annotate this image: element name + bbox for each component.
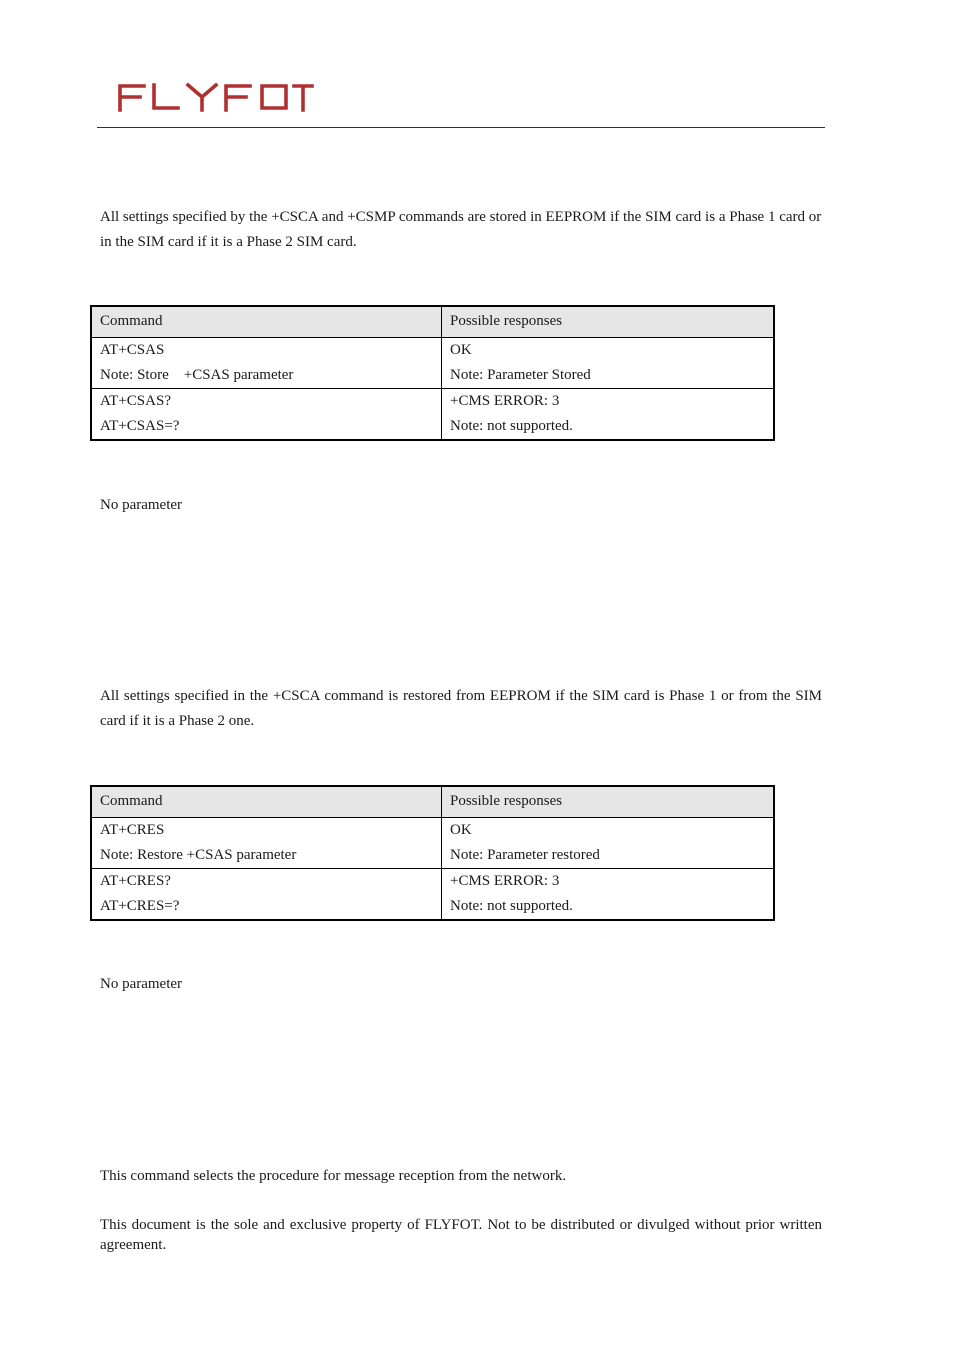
command-text: AT+CSAS?: [100, 393, 171, 409]
cnmi-description: This command selects the procedure for message reception from the network.: [100, 1168, 567, 1184]
command-note: Note: Store +CSAS parameter: [100, 367, 294, 383]
command-cell: [91, 818, 442, 869]
table-header-row: [91, 306, 774, 338]
flyfot-logo: [118, 82, 314, 112]
column-header-command: Command: [91, 306, 442, 338]
command-note: Note: Restore +CSAS parameter: [100, 847, 297, 863]
response-cell: [442, 389, 775, 441]
csas-command-table: [90, 305, 775, 441]
response-text: OK: [450, 342, 472, 358]
response-cell: [442, 818, 775, 869]
response-note: Note: Parameter Stored: [450, 367, 591, 383]
response-cell: [442, 338, 775, 389]
csas-description: All settings specified by the +CSCA and +CSMP commands are stored in EEPROM if the SIM card is a Phase 1 card or in the SIM card if it is a Phase 2 SIM card.: [100, 209, 822, 250]
command-text: AT+CSAS=?: [100, 418, 180, 434]
cres-parameters: No parameter: [100, 976, 183, 992]
cres-command-table: [90, 785, 775, 921]
command-cell: [91, 869, 442, 921]
command-text: AT+CRES?: [100, 873, 171, 889]
header-divider: [97, 127, 825, 128]
response-cell: [442, 869, 775, 921]
response-note: Note: not supported.: [450, 418, 573, 434]
command-cell: [91, 389, 442, 441]
response-text: +CMS ERROR: 3: [450, 873, 560, 889]
column-header-responses: Possible responses: [442, 786, 775, 818]
footer-notice: This document is the sole and exclusive property of FLYFOT. Not to be distributed or divulged without prior written agreement.: [100, 1217, 822, 1253]
response-note: Note: not supported.: [450, 898, 573, 914]
table-row: [91, 389, 774, 441]
column-header-responses: Possible responses: [442, 306, 775, 338]
table-row: [91, 818, 774, 869]
response-text: +CMS ERROR: 3: [450, 393, 560, 409]
command-text: AT+CSAS: [100, 342, 165, 358]
command-text: AT+CRES=?: [100, 898, 180, 914]
csas-parameters: No parameter: [100, 497, 183, 513]
response-note: Note: Parameter restored: [450, 847, 600, 863]
command-cell: [91, 338, 442, 389]
table-header-row: [91, 786, 774, 818]
table-row: [91, 869, 774, 921]
cres-description: All settings specified in the +CSCA command is restored from EEPROM if the SIM card is Phase 1 or from the SIM card if it is a Phase 2 one.: [100, 688, 822, 729]
column-header-command: Command: [91, 786, 442, 818]
response-text: OK: [450, 822, 472, 838]
command-text: AT+CRES: [100, 822, 165, 838]
table-row: [91, 338, 774, 389]
